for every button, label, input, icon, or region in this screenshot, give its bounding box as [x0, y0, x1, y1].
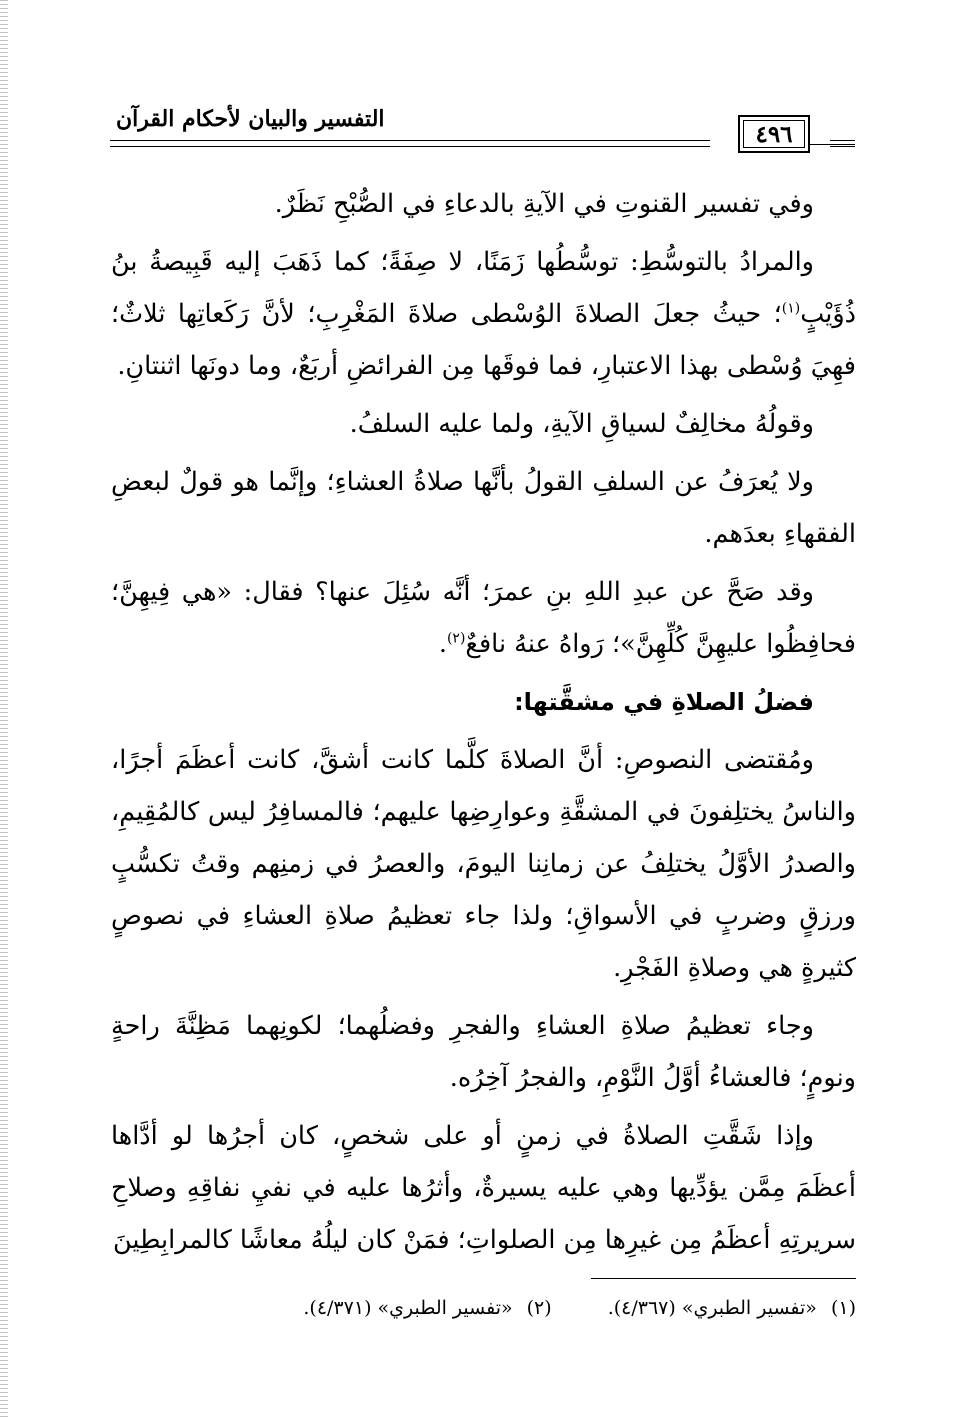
paragraph: [111, 734, 856, 994]
footnote-ref: (٢): [446, 630, 466, 647]
paragraph-text: والمرادُ بالتوسُّطِ: توسُّطُها زَمَنًا، لا صِفَةً؛ كما ذَهَبَ إليه قَبِيصةُ بنُ ذُؤَيْبٍ: [111, 247, 856, 329]
footnotes: [111, 1293, 856, 1323]
paragraph-text: وفي تفسير القنوتِ في الآيةِ بالدعاءِ في الصُّبْحِ نَظَرٌ.: [274, 189, 814, 219]
paragraph: [111, 236, 856, 392]
paragraph-text: فضلُ الصلاةِ في مشقَّتها:: [514, 688, 814, 716]
footnote-mark: (٢): [526, 1297, 552, 1319]
page-header: [110, 100, 855, 160]
page-number-frame: [738, 115, 810, 153]
page-number: ٤٩٦: [755, 121, 793, 148]
scan-edge: [0, 0, 8, 1417]
paragraph: [111, 1000, 856, 1104]
paragraph-text: وقد صَحَّ عن عبدِ اللهِ بنِ عمرَ؛ أنَّه سُئِلَ عنها؟ فقال: «هي فِيهِنَّ؛ فحافِظُوا عليهِنَّ كُلِّهِنَّ»؛ رَواهُ عنهُ نافعٌ: [111, 577, 856, 659]
footnote: [608, 1293, 856, 1323]
footnote: [303, 1293, 551, 1323]
page-body: [111, 178, 856, 1272]
book-title: التفسير والبيان لأحكام القرآن: [110, 106, 395, 132]
footnote-separator: [591, 1278, 856, 1279]
paragraph-text: وإذا شَقَّتِ الصلاةُ في زمنٍ أو على شخصٍ، كان أجرُها لو أدَّاها أعظَمَ مِمَّن يؤدِّيها وهي عليه يسيرةٌ، وأثرُها عليه في نفيِ نفاقِهِ وصلاحِ سريرتِهِ أعظَمُ مِن غيرِها مِن الصلواتِ؛ فمَنْ كان ليلُهُ معاشًا كالمرابِطِينَ: [111, 1121, 856, 1255]
paragraph: [111, 398, 856, 450]
footnote-mark: (١): [830, 1297, 856, 1319]
paragraph: [111, 1110, 856, 1266]
paragraph-text-continued: .: [438, 629, 447, 659]
paragraph: [111, 566, 856, 670]
section-heading: [111, 676, 856, 728]
header-rule-short: [810, 144, 855, 145]
paragraph-text: وقولُهُ مخالِفٌ لسياقِ الآيةِ، ولما عليه السلفُ.: [349, 409, 814, 439]
paragraph: [111, 456, 856, 560]
paragraph-text: ولا يُعرَفُ عن السلفِ القولُ بأنَّها صلاةُ العشاءِ؛ وإنَّما هو قولٌ لبعضِ الفقهاءِ بعدَهم.: [111, 467, 856, 549]
footnote-text: «تفسير الطبري» (٤/٣٦٧).: [607, 1297, 817, 1319]
paragraph-text-continued: ؛ حيثُ جعلَ الصلاةَ الوُسْطى صلاةَ المَغْرِبِ؛ لأنَّ رَكَعاتِها ثلاثٌ؛ فهِيَ وُسْطى بهذا الاعتبارِ، فما فوقَها مِن الفرائضِ أربَعٌ، وما دونَها اثنتانِ.: [111, 299, 856, 381]
footnote-text: «تفسير الطبري» (٤/٣٧١).: [303, 1297, 513, 1319]
paragraph-text: ومُقتضى النصوصِ: أنَّ الصلاةَ كلَّما كانت أشقَّ، كانت أعظَمَ أجرًا، والناسُ يختلِفونَ في المشقَّةِ وعوارِضِها عليهم؛ فالمسافِرُ ليس كالمُقِيمِ، والصدرُ الأوَّلُ يختلِفُ عن زمانِنا اليومَ، والعصرُ في زمنِهم وقتُ تكسُّبٍ ورزقٍ وضربٍ في الأسواقِ؛ ولذا جاء تعظيمُ صلاةِ العشاءِ في نصوصٍ كثيرةٍ هي وصلاةِ الفَجْرِ.: [111, 745, 856, 983]
paragraph: [111, 178, 856, 230]
footnote-ref: (١): [781, 300, 801, 317]
paragraph-text: وجاء تعظيمُ صلاةِ العشاءِ والفجرِ وفضلُهما؛ لكونِهما مَظِنَّةَ راحةٍ ونومٍ؛ فالعشاءُ أوَّلُ النَّوْمِ، والفجرُ آخِرُه.: [111, 1011, 856, 1093]
